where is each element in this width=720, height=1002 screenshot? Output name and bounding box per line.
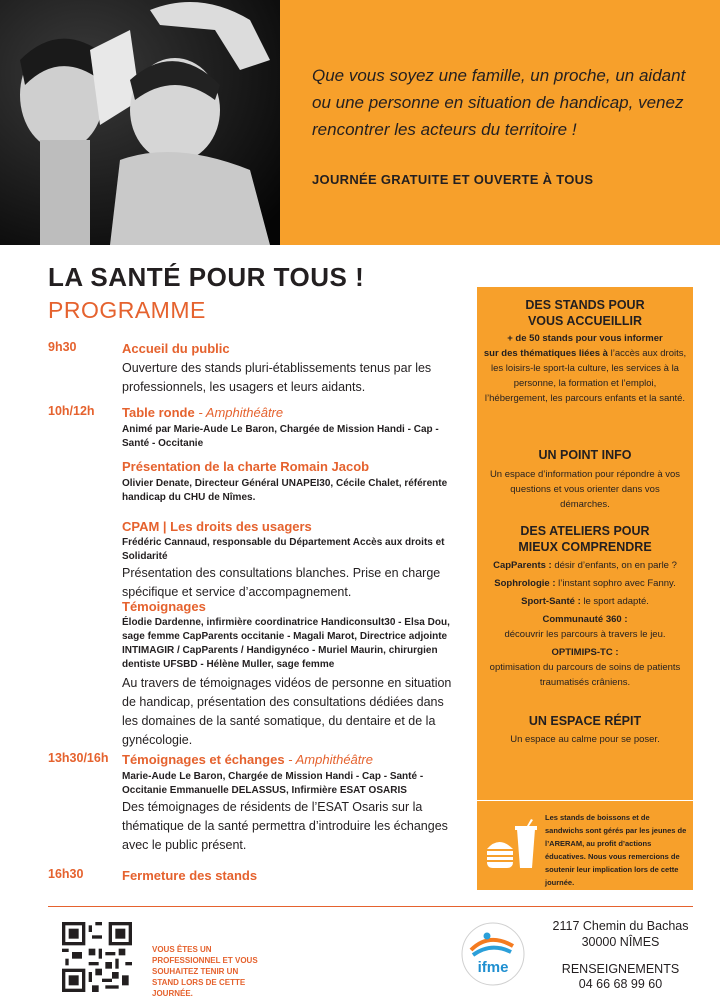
address: 2117 Chemin du Bachas 30000 NÎMES xyxy=(552,919,689,949)
free-day-label: JOURNÉE GRATUITE ET OUVERTE À TOUS xyxy=(312,172,594,187)
block-heading: Témoignages xyxy=(122,599,206,614)
stands-title: DES STANDS POUR VOUS ACCUEILLIR xyxy=(525,298,645,328)
footer-divider xyxy=(48,906,693,907)
ateliers-title: DES ATELIERS POUR MIEUX COMPRENDRE xyxy=(518,524,652,554)
repit-section xyxy=(477,713,693,747)
slot-text: Ouverture des stands pluri-établissements tenus par les professionnels, les usagers et leurs aidants. xyxy=(122,361,432,394)
slot-heading: Accueil du public xyxy=(122,341,230,356)
info-section xyxy=(477,447,693,512)
ateliers-section xyxy=(477,523,693,690)
info-title: UN POINT INFO xyxy=(538,448,632,462)
atelier-item: Sport-Santé : le sport adapté. xyxy=(521,596,649,607)
slot-heading: Table ronde - Amphithéâtre xyxy=(122,405,284,420)
ifme-logo xyxy=(461,922,525,986)
slot-heading: Fermeture des stands xyxy=(122,868,258,883)
block-speakers: Élodie Dardenne, infirmière coordinatrice Handiconsult30 - Elsa Dou, sage femme CapParents occitanie - Magali Marot, Directrice adjointe INTIMAGIR / CapParents / Handigynéco - Muriel Maurin, chirurgien dentiste UFSBD - Hélène Muller, sage femme xyxy=(122,617,450,670)
slot-text: Des témoignages de résidents de l’ESAT Osaris sur la thématique de la santé permettra d’introduire les échanges avec le public présent. xyxy=(122,800,448,852)
block-text: Présentation des consultations blanches. Prise en charge spécifique et service d’accompagnement. xyxy=(122,566,441,599)
block-heading: CPAM | Les droits des usagers xyxy=(122,519,312,534)
block-heading: Présentation de la charte Romain Jacob xyxy=(122,459,370,474)
info-text: Un espace d’information pour répondre à vos questions et vous orienter dans vos démarches. xyxy=(489,469,681,510)
food-text: Les stands de boissons et de sandwichs sont gérés par les jeunes de l’ARERAM, au profit d’actions éducatives. Nous vous remercions de soutenir leur implication lors de cette journée. xyxy=(545,813,687,887)
slot-time: 16h30 xyxy=(48,867,84,881)
block-charte xyxy=(122,458,463,505)
contact-info: RENSEIGNEMENTS 04 66 68 99 60 xyxy=(533,962,708,992)
atelier-item: CapParents : désir d’enfants, on en parle ? xyxy=(493,560,677,571)
stands-section xyxy=(477,297,693,406)
repit-text: Un espace au calme pour se poser. xyxy=(510,734,660,745)
atelier-item: Sophrologie : l’instant sophro avec Fanny. xyxy=(494,578,676,589)
block-temoignages xyxy=(122,598,463,750)
slot-time: 13h30/16h xyxy=(48,751,109,765)
repit-title: UN ESPACE RÉPIT xyxy=(528,714,642,728)
block-speakers: Olivier Denate, Directeur Général UNAPEI30, Cécile Chalet, référente handicap du CHU de Nîmes. xyxy=(122,478,448,503)
hero-photo xyxy=(0,0,280,245)
block-speakers: Frédéric Cannaud, responsable du Département Accès aux droits et Solidarité xyxy=(122,537,445,562)
atelier-item: OPTIMIPS-TC : optimisation du parcours de soins de patients traumatisés crâniens. xyxy=(489,647,681,688)
food-drink-icon xyxy=(483,819,539,871)
page-title: LA SANTÉ POUR TOUS ! xyxy=(48,262,365,292)
qr-code-icon[interactable] xyxy=(62,922,132,992)
slot-time: 9h30 xyxy=(48,340,77,354)
slot-speakers: Marie-Aude Le Baron, Chargée de Mission Handi - Cap - Santé - Occitanie Emmanuelle DELASSUS, Infirmière ESAT OSARIS xyxy=(122,771,424,796)
exhibitor-callout: VOUS ÊTES UN PROFESSIONNEL ET VOUS SOUHAITEZ TENIR UN STAND LORS DE CETTE JOURNÉE. xyxy=(152,945,258,998)
food-box xyxy=(477,800,693,891)
slot-heading: Témoignages et échanges - Amphithéâtre xyxy=(122,752,373,767)
program-heading: PROGRAMME xyxy=(48,297,206,323)
slot-speakers: Animé par Marie-Aude Le Baron, Chargée de Mission Handi - Cap - Santé - Occitanie xyxy=(122,424,439,449)
atelier-item: Communauté 360 : découvrir les parcours à travers le jeu. xyxy=(504,614,666,640)
logo-text: ifme xyxy=(477,959,509,976)
stands-lead: + de 50 stands pour vous informer xyxy=(507,333,663,344)
slot-time: 10h/12h xyxy=(48,404,95,418)
stands-text: sur des thématiques liées à l’accès aux droits, les loisirs-le sport-la culture, les services à la personne, la formation et l’emploi, l’hébergement, les parcours enfants et la santé. xyxy=(483,348,687,404)
hero-quote: Que vous soyez une famille, un proche, un aidant ou une personne en situation de handicap, venez rencontrer les acteurs du territoire ! xyxy=(312,66,686,139)
block-text: Au travers de témoignages vidéos de personne en situation de handicap, présentation des consultations dédiées dans les domaines de la santé somatique, du dentaire et de la gynécologie. xyxy=(122,676,452,747)
block-cpam xyxy=(122,518,463,602)
phone-number: 04 66 68 99 60 xyxy=(578,977,663,991)
